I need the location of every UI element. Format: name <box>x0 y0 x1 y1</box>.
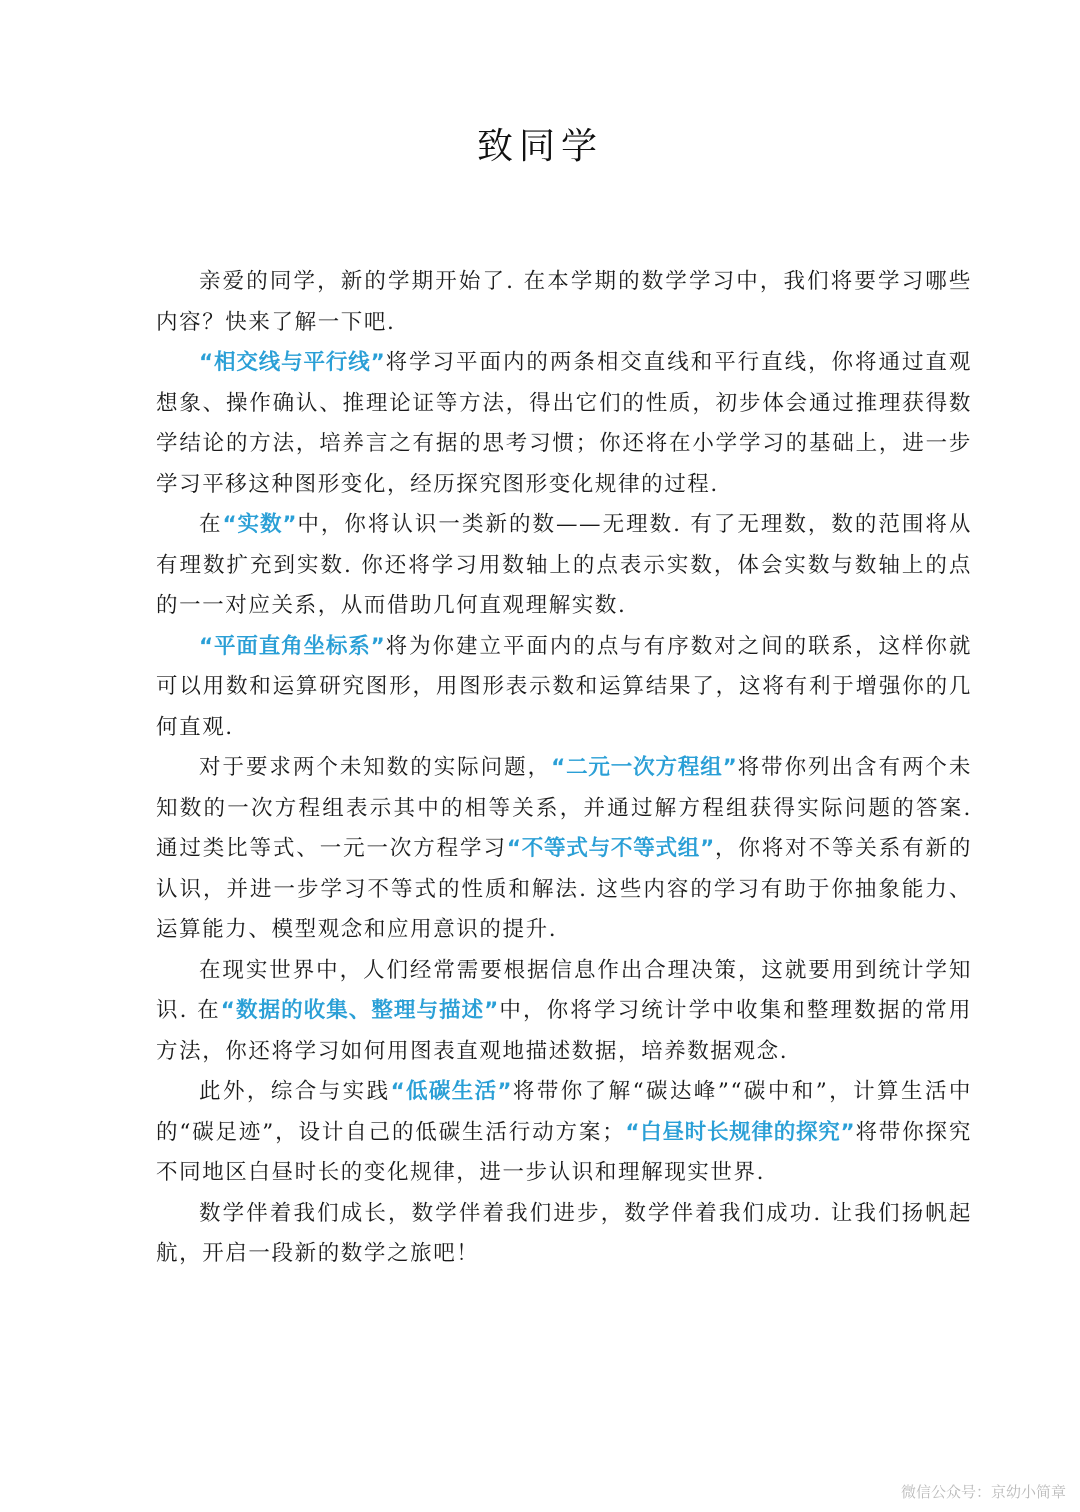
paragraph-text: 将学习平面内的两条相交直线和平行直线，你将通过直观想象、操作确认、推理论证等方法，得出它们的性质，初步体会通过推理获得数学结论的方法，培养言之有据的思考习惯；你还将在小学学习的基础上，进一步学习平移这种图形变化，经历探究图形变化规律的过程. <box>156 350 972 497</box>
page-title: 致同学 <box>476 126 603 167</box>
paragraph-text: 在 <box>199 512 223 537</box>
body-paragraph <box>156 1072 972 1194</box>
topic-highlight: “数据的收集、整理与描述” <box>220 998 499 1023</box>
topic-highlight: “低碳生活” <box>390 1079 513 1104</box>
paragraph-text: 亲爱的同学，新的学期开始了. 在本学期的数学学习中，我们将要学习哪些内容？快来了解一下吧. <box>156 269 972 335</box>
paragraph-text: 在现实世界中，人们经常需要根据信息作出合理决策，这就要用到统计学知识. 在 <box>156 957 972 1023</box>
paragraph-text: 将带你了解“碳达峰”“碳中和”，计算生活中的“碳足迹”，设计自己的低碳生活行动方案； <box>156 1079 972 1145</box>
paragraph-text: 将带你探究不同地区白昼时长的变化规律，进一步认识和理解现实世界. <box>156 1119 972 1185</box>
topic-highlight: “二元一次方程组” <box>551 755 738 780</box>
topic-highlight: “白昼时长规律的探究” <box>625 1119 856 1145</box>
topic-highlight: “实数” <box>222 512 297 537</box>
topic-highlight: “相交线与平行线” <box>199 350 386 375</box>
body-paragraph <box>156 748 972 951</box>
watermark: 微信公众号：京幼小简章 <box>900 1483 1066 1501</box>
paragraph-text: 中，你将学习统计学中收集和整理数据的常用方法，你还将学习如何用图表直观地描述数据，培养数据观念. <box>156 998 972 1064</box>
paragraph-text: 对于要求两个未知数的实际问题， <box>199 755 552 780</box>
body-paragraph <box>156 627 972 749</box>
body-paragraph <box>156 505 972 627</box>
body-paragraph <box>156 262 972 343</box>
paragraph-text: 中，你将认识一类新的数——无理数. 有了无理数，数的范围将从有理数扩充到实数. 你还将学习用数轴上的点表示实数，体会实数与数轴上的点的一一对应关系，从而借助几何直观理解实数. <box>156 512 973 618</box>
paragraph-text: 数学伴着我们成长，数学伴着我们进步，数学伴着我们成功. 让我们扬帆起航，开启一段新的数学之旅吧！ <box>156 1200 972 1266</box>
body-paragraph <box>156 1194 972 1275</box>
body-paragraph <box>156 343 972 505</box>
paragraph-text: 此外，综合与实践 <box>199 1079 391 1104</box>
paragraph-text: 将为你建立平面内的点与有序数对之间的联系，这样你就可以用数和运算研究图形，用图形表示数和运算结果了，这将有利于增强你的几何直观. <box>156 633 972 740</box>
paragraph-text: ，你将对不等关系有新的认识，并进一步学习不等式的性质和解法. 这些内容的学习有助于你抽象能力、运算能力、模型观念和应用意识的提升. <box>156 836 972 942</box>
topic-highlight: “不等式与不等式组” <box>506 836 715 861</box>
topic-highlight: “平面直角坐标系” <box>199 633 386 659</box>
letter-body <box>156 262 972 1275</box>
paragraph-text: 将带你列出含有两个未知数的一次方程组表示其中的相等关系，并通过解方程组获得实际问题的答案. 通过类比等式、一元一次方程学习 <box>156 755 972 861</box>
body-paragraph <box>156 951 972 1073</box>
